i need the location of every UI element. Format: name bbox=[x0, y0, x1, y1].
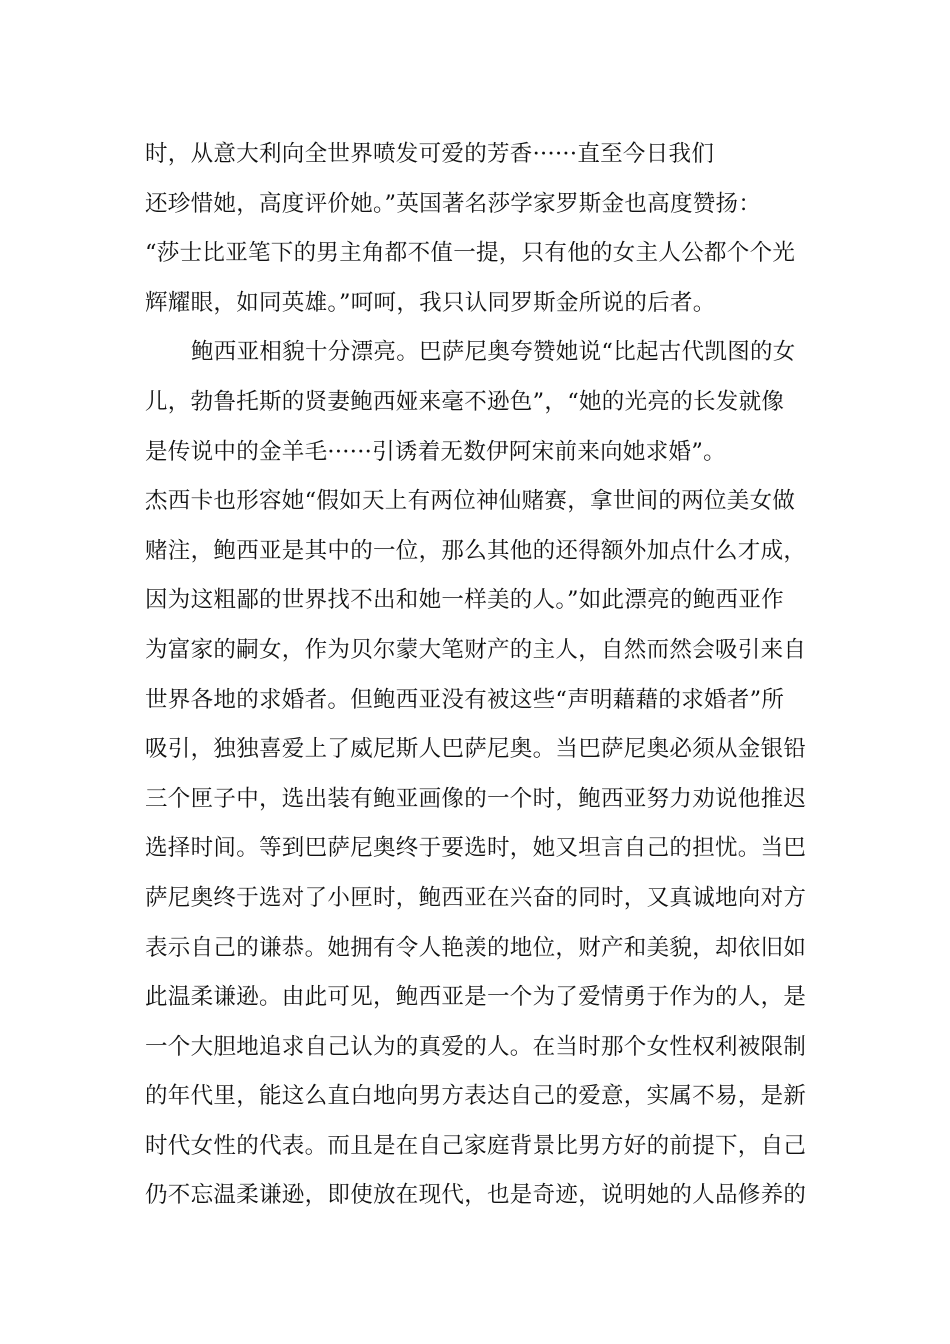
text-line: 因为这粗鄙的世界找不出和她一样美的人。”如此漂亮的鲍西亚作 bbox=[145, 587, 784, 614]
text-line: 世界各地的求婚者。但鲍西亚没有被这些“声明藉藉的求婚者”所 bbox=[145, 686, 785, 713]
text-line: 萨尼奥终于选对了小匣时，鲍西亚在兴奋的同时，又真诚地向对方 bbox=[145, 884, 807, 911]
text-line: 是传说中的金羊毛······引诱着无数伊阿宋前来向她求婚”。 bbox=[145, 438, 726, 465]
text-line: 时，从意大利向全世界喷发可爱的芳香······直至今日我们 bbox=[145, 141, 715, 167]
text-line: 杰西卡也形容她“假如天上有两位神仙赌赛，拿世间的两位美女做 bbox=[145, 488, 796, 515]
text-line: 选择时间。等到巴萨尼奥终于要选时，她又坦言自己的担忧。当巴 bbox=[145, 835, 807, 862]
text-line: 一个大胆地追求自己认为的真爱的人。在当时那个女性权利被限制 bbox=[145, 1033, 807, 1060]
text-line: “莎士比亚笔下的男主角都不值一提，只有他的女主人公都个个光 bbox=[145, 240, 796, 267]
text-line: 此温柔谦逊。由此可见，鲍西亚是一个为了爱情勇于作为的人，是 bbox=[145, 984, 807, 1011]
text-line: 为富家的嗣女，作为贝尔蒙大笔财产的主人，自然而然会吸引来自 bbox=[145, 636, 807, 663]
body-text bbox=[145, 130, 845, 1221]
paragraph-start-line: 鲍西亚相貌十分漂亮。巴萨尼奥夸赞她说“比起古代凯图的女 bbox=[191, 339, 796, 366]
text-line: 的年代里，能这么直白地向男方表达自己的爱意，实属不易，是新 bbox=[145, 1083, 807, 1110]
text-line: 赌注，鲍西亚是其中的一位，那么其他的还得额外加点什么才成， bbox=[145, 537, 807, 564]
text-line: 吸引，独独喜爱上了威尼斯人巴萨尼奥。当巴萨尼奥必须从金银铅 bbox=[145, 736, 807, 763]
text-line: 仍不忘温柔谦逊，即使放在现代，也是奇迹，说明她的人品修养的 bbox=[145, 1182, 807, 1209]
text-line: 还珍惜她，高度评价她。”英国著名莎学家罗斯金也高度赞扬： bbox=[145, 190, 762, 217]
text-line: 表示自己的谦恭。她拥有令人艳羡的地位，财产和美貌，却依旧如 bbox=[145, 934, 807, 961]
text-line: 辉耀眼，如同英雄。”呵呵，我只认同罗斯金所说的后者。 bbox=[145, 289, 716, 316]
text-line: 时代女性的代表。而且是在自己家庭背景比男方好的前提下，自己 bbox=[145, 1132, 807, 1159]
text-line: 儿，勃鲁托斯的贤妻鲍西娅来毫不逊色”，“她的光亮的长发就像 bbox=[145, 388, 785, 415]
text-line: 三个匣子中，选出装有鲍亚画像的一个时，鲍西亚努力劝说他推迟 bbox=[145, 785, 807, 812]
